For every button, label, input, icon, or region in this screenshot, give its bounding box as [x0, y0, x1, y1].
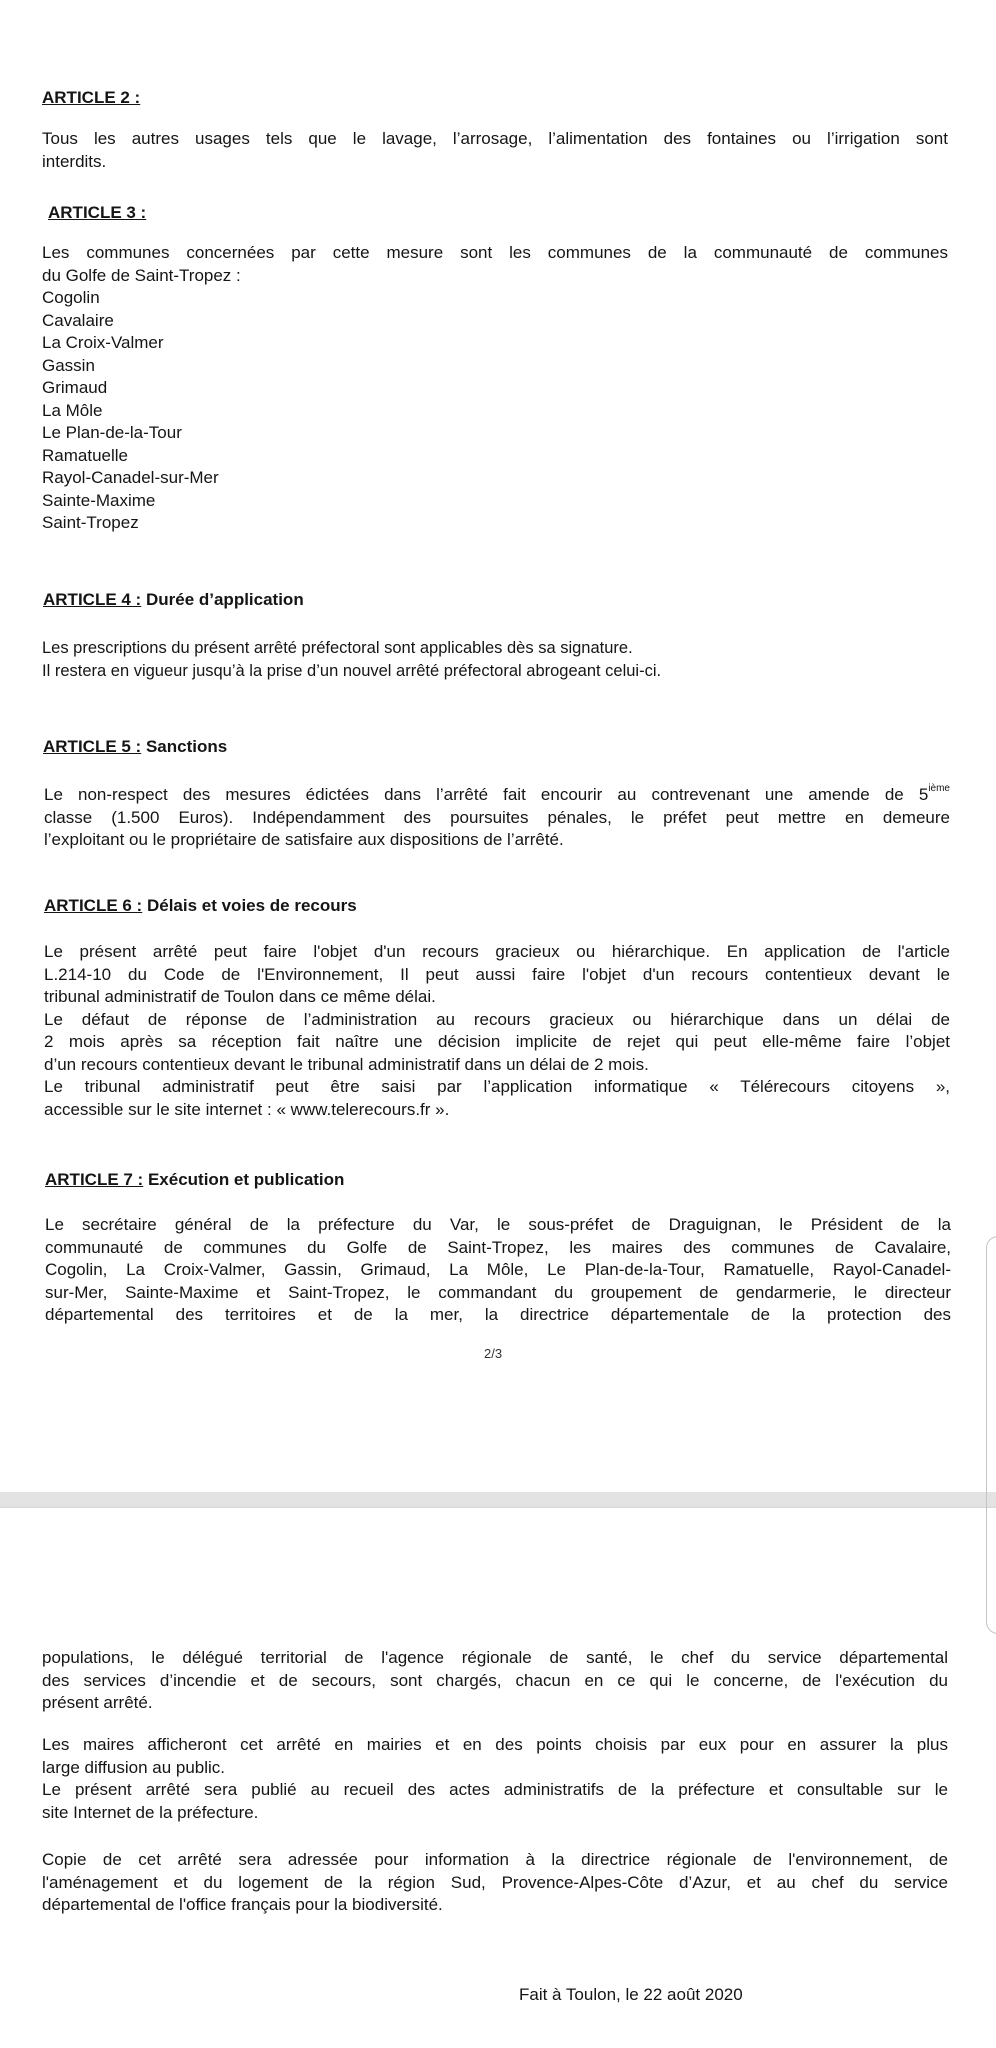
page-separator — [0, 1492, 996, 1508]
commune-item: Saint-Tropez — [42, 513, 139, 532]
article-3-text — [42, 242, 948, 287]
article-3-heading — [48, 202, 954, 224]
article-6-line: 2 mois après sa réception fait naître une décision implicite de rejet qui peut elle-même faire l’objet — [44, 1032, 950, 1051]
article-6-title: Délais et voies de recours — [142, 896, 357, 915]
document-page-3 — [0, 1508, 996, 2048]
article-3-line: Les communes concernées par cette mesure sont les communes de la communauté de communes — [42, 243, 948, 262]
article-6-text — [44, 941, 950, 1121]
article-5-line: l’exploitant ou le propriétaire de satisfaire aux dispositions de l’arrêté. — [44, 830, 564, 849]
article-4-label: ARTICLE 4 : — [43, 590, 142, 609]
article-5-text — [44, 784, 950, 852]
article-2-label: ARTICLE 2 : — [42, 88, 141, 107]
article-7-line: Cogolin, La Croix-Valmer, Gassin, Grimaud, La Môle, Le Plan-de-la-Tour, Ramatuelle, Rayol-Canadel- — [45, 1260, 951, 1279]
paragraph-line: Copie de cet arrêté sera adressée pour information à la directrice régionale de l'environnement, de — [42, 1850, 948, 1869]
commune-item: Sainte-Maxime — [42, 490, 156, 510]
article-6-line: d’un recours contentieux devant le tribunal administratif dans un délai de 2 mois. — [44, 1054, 649, 1074]
article-2-line: Tous les autres usages tels que le lavage, l’arrosage, l’alimentation des fontaines ou l’irrigation sont — [42, 129, 948, 148]
superscript-ieme: ième — [928, 783, 950, 794]
article-4-text — [42, 637, 948, 682]
commune-item: Le Plan-de-la-Tour — [42, 423, 182, 442]
article-4-line: Les prescriptions du présent arrêté préfectoral sont applicables dès sa signature. — [42, 639, 633, 657]
signature-place-date: Fait à Toulon, le 22 août 2020 — [519, 1985, 743, 2004]
article-6-line: Le tribunal administratif peut être saisi par l’application informatique « Télérecours citoyens », — [44, 1077, 950, 1096]
article-5-label: ARTICLE 5 : — [43, 737, 142, 756]
article-6-label: ARTICLE 6 : — [44, 896, 143, 915]
commune-item: Cogolin — [42, 288, 100, 307]
page-number: 2/3 — [484, 1346, 503, 1361]
article-6-line: Le présent arrêté peut faire l'objet d'un recours gracieux ou hiérarchique. En application de l'article — [44, 942, 950, 961]
paragraph-line: départemental de l'office français pour la biodiversité. — [42, 1895, 443, 1914]
commune-item: Ramatuelle — [42, 445, 128, 465]
article-2-text — [42, 128, 948, 173]
article-7-title: Exécution et publication — [143, 1170, 345, 1189]
article-7-line: départemental des territoires et de la mer, la directrice départementale de la protection des — [45, 1305, 951, 1324]
commune-item: La Croix-Valmer — [42, 333, 164, 352]
display-publication-paragraph — [42, 1734, 948, 1824]
article-6-line: tribunal administratif de Toulon dans ce même délai. — [44, 987, 436, 1006]
article-7-text — [45, 1214, 951, 1327]
scroll-handle[interactable] — [986, 1236, 996, 1634]
paragraph-line: Le présent arrêté sera publié au recueil des actes administratifs de la préfecture et consultable sur le — [42, 1780, 948, 1799]
article-7-line: communauté de communes du Golfe de Saint-Tropez, les maires des communes de Cavalaire, — [45, 1237, 951, 1257]
paragraph-line: présent arrêté. — [42, 1693, 153, 1712]
article-6-line: L.214-10 du Code de l'Environnement, Il peut aussi faire l'objet d'un recours contentieux devant le — [44, 964, 950, 984]
article-4-line: Il restera en vigueur jusqu’à la prise d’un nouvel arrêté préfectoral abrogeant celui-ci. — [42, 661, 662, 680]
article-2-heading — [42, 87, 948, 109]
article-4-heading — [43, 589, 949, 611]
article-5-line-text: Le non-respect des mesures édictées dans l’arrêté fait encourir au contrevenant une amende de 5 — [44, 785, 929, 804]
paragraph-line: large diffusion au public. — [42, 1757, 226, 1777]
article-5-heading — [43, 736, 949, 758]
commune-item: La Môle — [42, 400, 103, 420]
article-6-line: accessible sur le site internet : « www.telerecours.fr ». — [44, 1099, 450, 1119]
article-6-heading — [44, 895, 950, 917]
commune-item: Gassin — [42, 355, 95, 375]
article-3-label: ARTICLE 3 : — [48, 203, 147, 222]
paragraph-line: populations, le délégué territorial de l'agence régionale de santé, le chef du service départemental — [42, 1648, 948, 1667]
article-5-title: Sanctions — [141, 737, 228, 756]
article-7-line: sur-Mer, Sainte-Maxime et Saint-Tropez, le commandant du groupement de gendarmerie, le directeur — [45, 1282, 951, 1302]
communes-list — [42, 287, 948, 535]
article-5-line — [44, 784, 950, 807]
copy-paragraph — [42, 1849, 948, 1917]
commune-item: Grimaud — [42, 378, 108, 397]
article-7-heading — [45, 1169, 951, 1191]
article-7-line: Le secrétaire général de la préfecture du Var, le sous-préfet de Draguignan, le Président de la — [45, 1215, 951, 1234]
paragraph-line: site Internet de la préfecture. — [42, 1802, 259, 1822]
paragraph-line: l'aménagement et du logement de la région Sud, Provence-Alpes-Côte d’Azur, et au chef du service — [42, 1872, 948, 1892]
commune-item: Rayol-Canadel-sur-Mer — [42, 468, 219, 487]
article-3-line: du Golfe de Saint-Tropez : — [42, 265, 241, 285]
article-7-label: ARTICLE 7 : — [45, 1170, 144, 1189]
execution-continuation — [42, 1647, 948, 1715]
article-6-line: Le défaut de réponse de l’administration au recours gracieux ou hiérarchique dans un délai de — [44, 1009, 950, 1029]
commune-item: Cavalaire — [42, 310, 114, 330]
paragraph-line: des services d’incendie et de secours, sont chargés, chacun en ce qui le concerne, de l'exécution du — [42, 1670, 948, 1690]
article-2-line: interdits. — [42, 151, 107, 171]
article-5-line: classe (1.500 Euros). Indépendamment des poursuites pénales, le préfet peut mettre en demeure — [44, 807, 950, 827]
article-4-title: Durée d’application — [141, 590, 304, 609]
paragraph-line: Les maires afficheront cet arrêté en mairies et en des points choisis par eux pour en assurer la plus — [42, 1735, 948, 1754]
